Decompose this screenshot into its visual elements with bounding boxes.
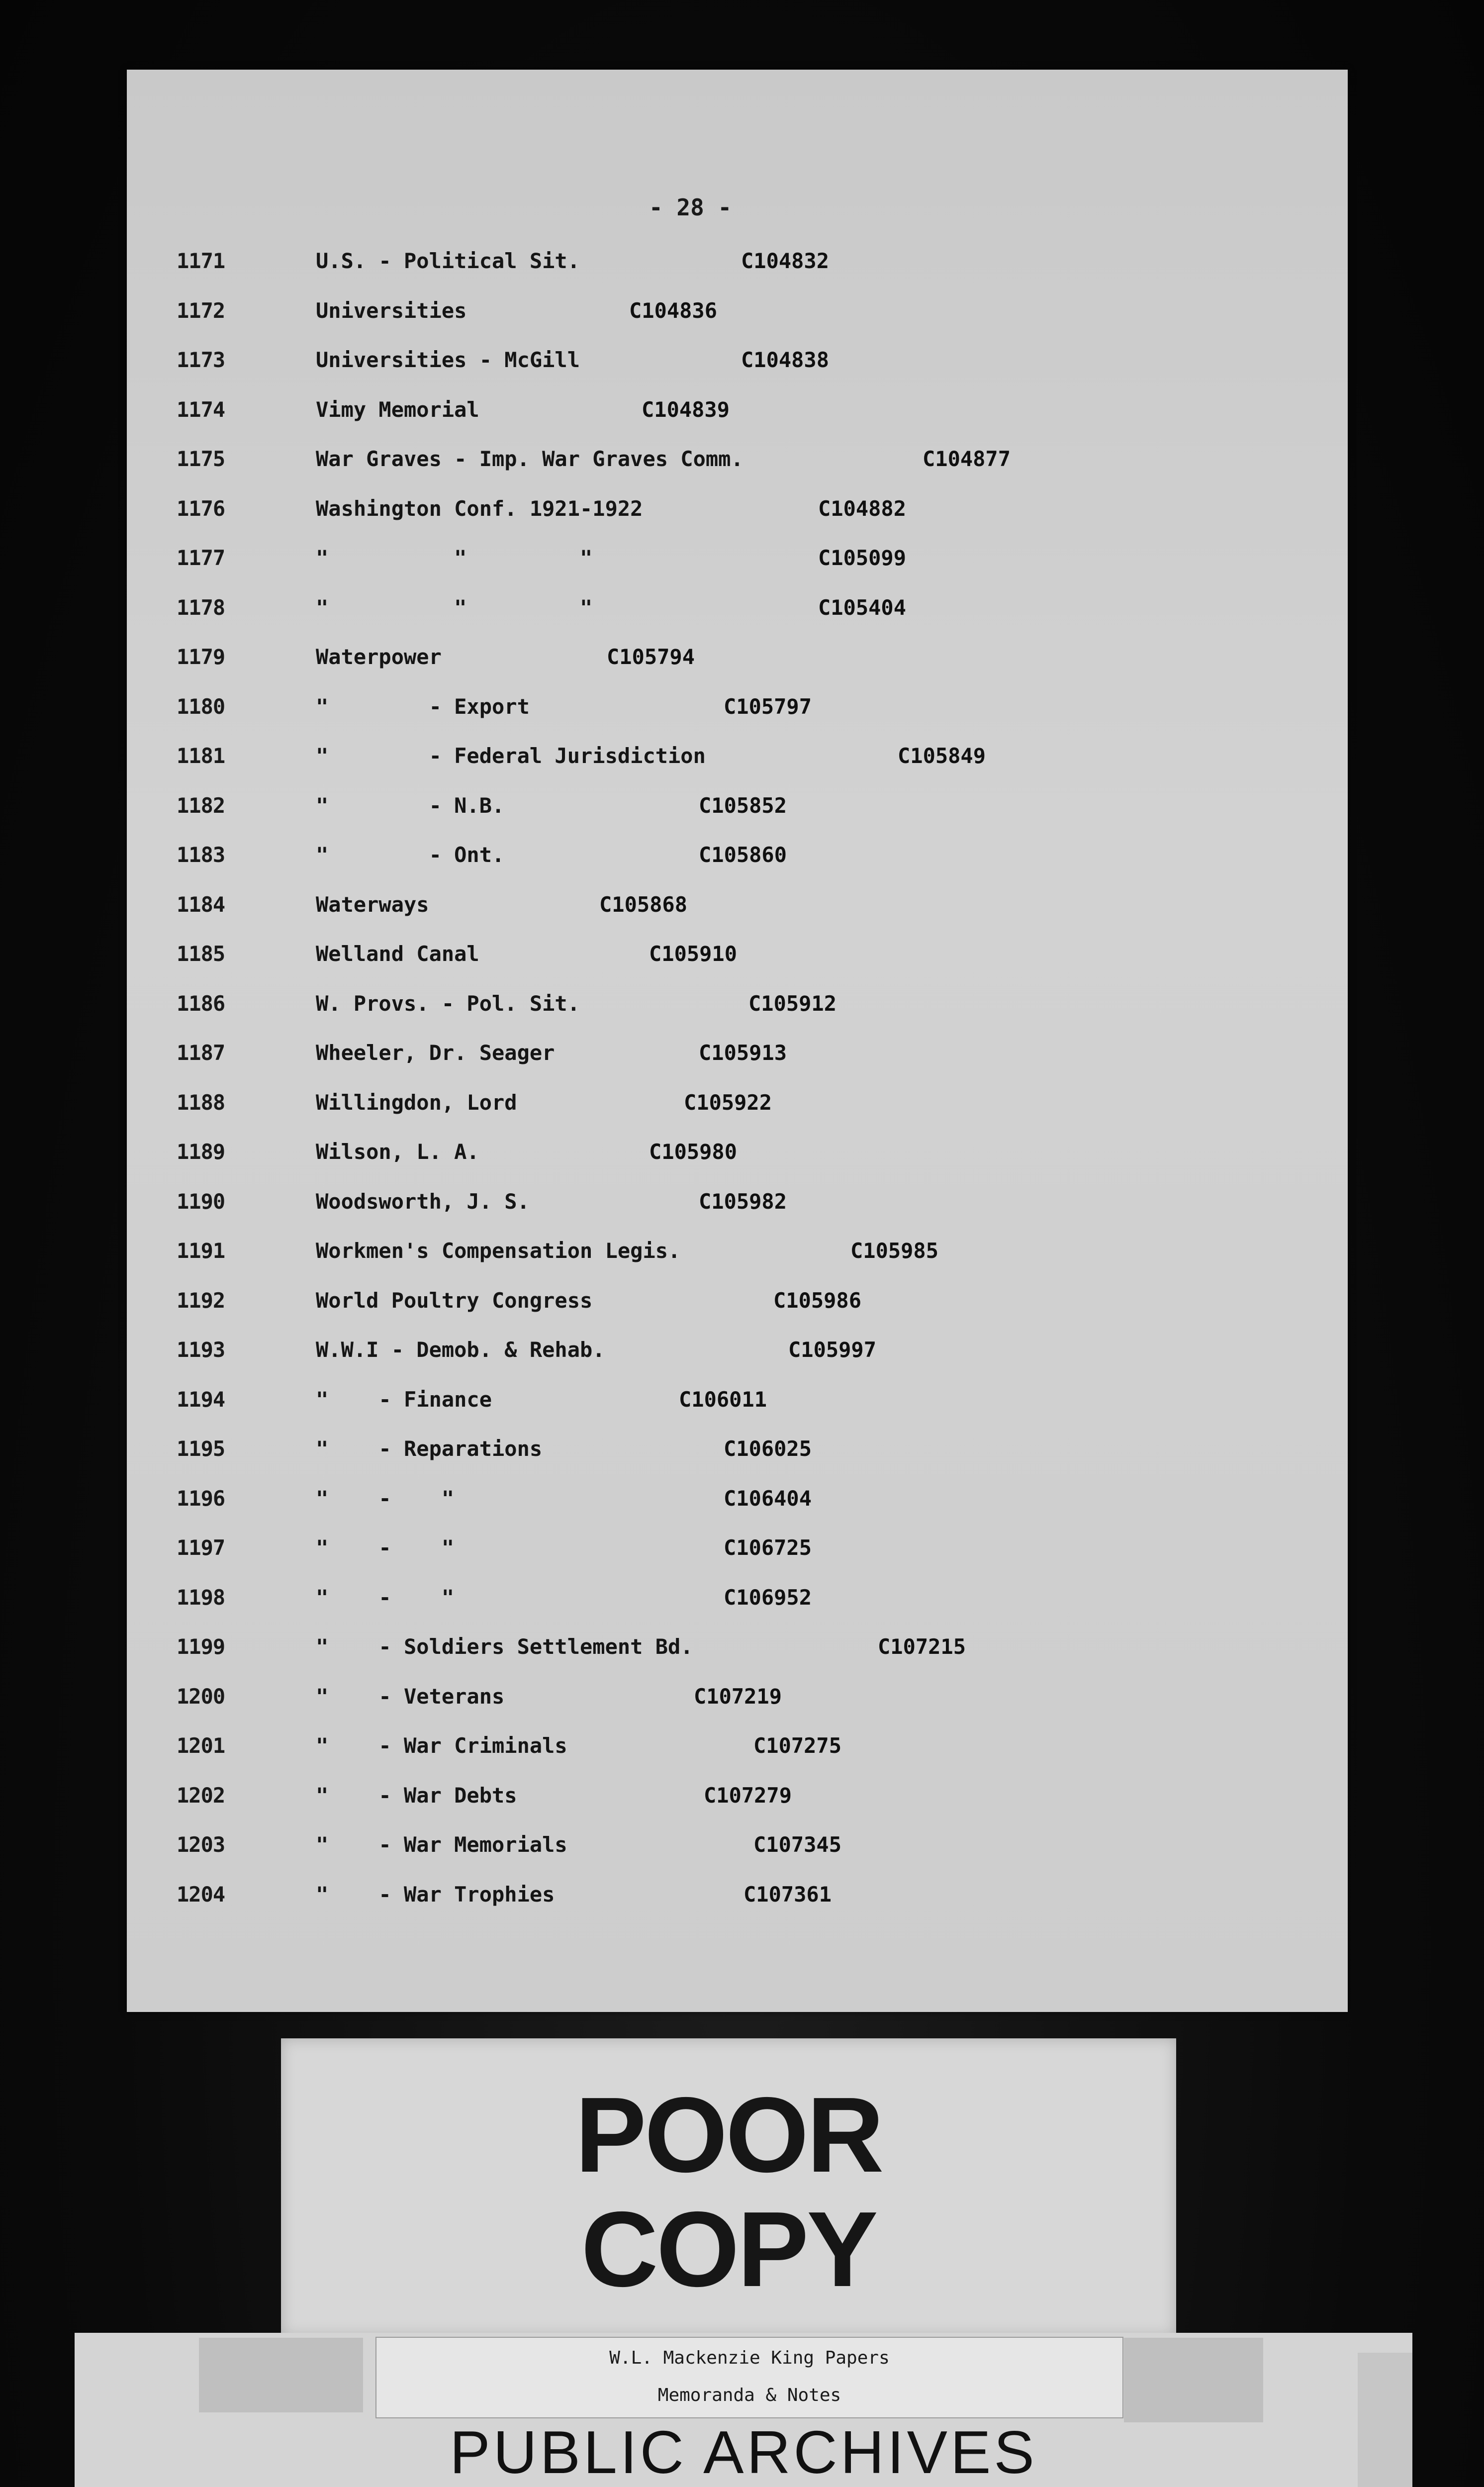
entry-number: 1191 xyxy=(177,1239,225,1263)
index-entry xyxy=(127,546,1348,595)
entry-reference: C106952 xyxy=(724,1585,812,1610)
entry-subject: " - " xyxy=(316,1535,455,1560)
index-entry xyxy=(127,496,1348,546)
entry-reference: C105986 xyxy=(773,1288,862,1313)
entry-number: 1199 xyxy=(177,1634,225,1659)
entry-number: 1186 xyxy=(177,991,225,1016)
index-entry xyxy=(127,1783,1348,1833)
entry-reference: C105868 xyxy=(599,892,688,917)
index-entry xyxy=(127,1436,1348,1486)
entry-reference: C107345 xyxy=(753,1832,842,1857)
entry-reference: C104882 xyxy=(818,496,907,521)
entry-number: 1203 xyxy=(177,1832,225,1857)
entry-number: 1178 xyxy=(177,595,225,620)
entry-subject: " " " xyxy=(316,546,593,570)
entry-number: 1171 xyxy=(177,249,225,273)
entry-reference: C107361 xyxy=(743,1882,832,1907)
poor-copy-card xyxy=(281,2038,1176,2337)
index-entry xyxy=(127,1585,1348,1635)
entry-subject: W. Provs. - Pol. Sit. xyxy=(316,991,580,1016)
index-entry xyxy=(127,793,1348,843)
entry-subject: " - War Criminals xyxy=(316,1733,567,1758)
entry-subject: Wheeler, Dr. Seager xyxy=(316,1041,555,1065)
entry-reference: C104838 xyxy=(741,348,830,372)
entry-subject: Welland Canal xyxy=(316,942,479,966)
entry-subject: Wilson, L. A. xyxy=(316,1140,479,1164)
index-entry xyxy=(127,892,1348,942)
entry-subject: " - Finance xyxy=(316,1387,492,1412)
index-entry xyxy=(127,1882,1348,1932)
entry-number: 1173 xyxy=(177,348,225,372)
index-entry xyxy=(127,1338,1348,1387)
entry-number: 1182 xyxy=(177,793,225,818)
index-entry xyxy=(127,249,1348,298)
entry-subject: " - War Trophies xyxy=(316,1882,555,1907)
index-entry xyxy=(127,1535,1348,1585)
entry-number: 1202 xyxy=(177,1783,225,1808)
entry-reference: C105912 xyxy=(748,991,837,1016)
entry-number: 1177 xyxy=(177,546,225,570)
entry-reference: C105404 xyxy=(818,595,907,620)
poor-copy-line-1: POOR xyxy=(575,2075,882,2195)
entry-reference: C106404 xyxy=(724,1486,812,1511)
typed-index-page xyxy=(127,70,1348,2012)
entry-reference: C104832 xyxy=(741,249,830,273)
entry-number: 1174 xyxy=(177,397,225,422)
index-entry xyxy=(127,1189,1348,1239)
entry-number: 1175 xyxy=(177,447,225,471)
entry-reference: C105794 xyxy=(607,645,695,669)
entry-number: 1192 xyxy=(177,1288,225,1313)
entry-subject: Willingdon, Lord xyxy=(316,1090,517,1115)
collection-label xyxy=(375,2337,1123,2418)
entry-subject: " - War Debts xyxy=(316,1783,517,1808)
entry-number: 1198 xyxy=(177,1585,225,1610)
entry-reference: C104839 xyxy=(642,397,730,422)
entry-reference: C105910 xyxy=(649,942,738,966)
entry-reference: C105997 xyxy=(788,1338,877,1362)
entry-subject: Waterpower xyxy=(316,645,442,669)
entry-subject: War Graves - Imp. War Graves Comm. xyxy=(316,447,743,471)
entry-number: 1197 xyxy=(177,1535,225,1560)
entry-number: 1193 xyxy=(177,1338,225,1362)
entry-number: 1194 xyxy=(177,1387,225,1412)
entry-reference: C107279 xyxy=(704,1783,792,1808)
entry-subject: Universities xyxy=(316,298,467,323)
index-entry xyxy=(127,1832,1348,1882)
entry-number: 1172 xyxy=(177,298,225,323)
entry-number: 1185 xyxy=(177,942,225,966)
entry-reference: C105099 xyxy=(818,546,907,570)
entry-number: 1204 xyxy=(177,1882,225,1907)
tape-right xyxy=(1124,2338,1263,2422)
entry-subject: " " " xyxy=(316,595,593,620)
entry-subject: W.W.I - Demob. & Rehab. xyxy=(316,1338,605,1362)
index-entry xyxy=(127,1733,1348,1783)
collection-title: W.L. Mackenzie King Papers xyxy=(609,2348,890,2368)
entry-number: 1180 xyxy=(177,694,225,719)
entry-number: 1181 xyxy=(177,744,225,768)
entry-reference: C105852 xyxy=(699,793,787,818)
index-entry xyxy=(127,843,1348,892)
entry-subject: Workmen's Compensation Legis. xyxy=(316,1239,681,1263)
entry-subject: Vimy Memorial xyxy=(316,397,479,422)
entry-number: 1196 xyxy=(177,1486,225,1511)
entry-number: 1187 xyxy=(177,1041,225,1065)
index-entry xyxy=(127,1090,1348,1140)
entry-number: 1201 xyxy=(177,1733,225,1758)
entry-subject: " - Ont. xyxy=(316,843,505,867)
entry-reference: C105922 xyxy=(684,1090,772,1115)
entry-subject: Woodsworth, J. S. xyxy=(316,1189,530,1214)
entry-number: 1195 xyxy=(177,1436,225,1461)
index-entry xyxy=(127,694,1348,744)
index-entry xyxy=(127,447,1348,496)
index-entry xyxy=(127,1387,1348,1437)
index-entry xyxy=(127,942,1348,991)
entry-subject: " - War Memorials xyxy=(316,1832,567,1857)
entry-number: 1188 xyxy=(177,1090,225,1115)
entry-subject: " - Export xyxy=(316,694,530,719)
entry-number: 1189 xyxy=(177,1140,225,1164)
archives-english: PUBLIC ARCHIVES xyxy=(450,2418,1037,2486)
collection-subtitle: Memoranda & Notes xyxy=(657,2385,841,2405)
index-entry xyxy=(127,1288,1348,1338)
page-number: - 28 - xyxy=(649,194,732,221)
entry-reference: C106725 xyxy=(724,1535,812,1560)
entry-subject: World Poultry Congress xyxy=(316,1288,593,1313)
entry-subject: " - " xyxy=(316,1585,455,1610)
index-entry xyxy=(127,1684,1348,1734)
entry-reference: C105982 xyxy=(699,1189,787,1214)
entry-number: 1183 xyxy=(177,843,225,867)
index-entry xyxy=(127,1041,1348,1090)
entry-subject: " - Veterans xyxy=(316,1684,505,1709)
index-entry xyxy=(127,595,1348,645)
entry-number: 1190 xyxy=(177,1189,225,1214)
entry-reference: C105985 xyxy=(850,1239,939,1263)
entry-reference: C105980 xyxy=(649,1140,738,1164)
entry-reference: C106011 xyxy=(679,1387,767,1412)
entry-subject: " - " xyxy=(316,1486,455,1511)
index-entry xyxy=(127,298,1348,348)
entry-subject: " - N.B. xyxy=(316,793,505,818)
entry-number: 1184 xyxy=(177,892,225,917)
index-entry xyxy=(127,1486,1348,1536)
index-entry xyxy=(127,348,1348,397)
entry-subject: " - Reparations xyxy=(316,1436,543,1461)
index-entry xyxy=(127,991,1348,1041)
poor-copy-line-2: COPY xyxy=(581,2189,876,2309)
entry-reference: C105849 xyxy=(898,744,986,768)
index-entry xyxy=(127,1140,1348,1189)
entry-number: 1176 xyxy=(177,496,225,521)
index-entry xyxy=(127,645,1348,694)
index-entry xyxy=(127,1634,1348,1684)
entry-reference: C105797 xyxy=(724,694,812,719)
index-entry xyxy=(127,1239,1348,1288)
entry-reference: C107215 xyxy=(878,1634,966,1659)
index-entry xyxy=(127,744,1348,793)
entry-reference: C106025 xyxy=(724,1436,812,1461)
entry-number: 1200 xyxy=(177,1684,225,1709)
entry-reference: C104836 xyxy=(629,298,718,323)
entry-reference: C107275 xyxy=(753,1733,842,1758)
tape-left xyxy=(199,2338,363,2412)
entry-subject: " - Federal Jurisdiction xyxy=(316,744,706,768)
entry-number: 1179 xyxy=(177,645,225,669)
entry-subject: Waterways xyxy=(316,892,429,917)
index-entry xyxy=(127,397,1348,447)
entry-subject: " - Soldiers Settlement Bd. xyxy=(316,1634,693,1659)
entry-subject: Washington Conf. 1921-1922 xyxy=(316,496,643,521)
entry-subject: U.S. - Political Sit. xyxy=(316,249,580,273)
entry-reference: C104877 xyxy=(923,447,1011,471)
entry-reference: C105860 xyxy=(699,843,787,867)
entry-reference: C105913 xyxy=(699,1041,787,1065)
entry-subject: Universities - McGill xyxy=(316,348,580,372)
entry-reference: C107219 xyxy=(694,1684,782,1709)
